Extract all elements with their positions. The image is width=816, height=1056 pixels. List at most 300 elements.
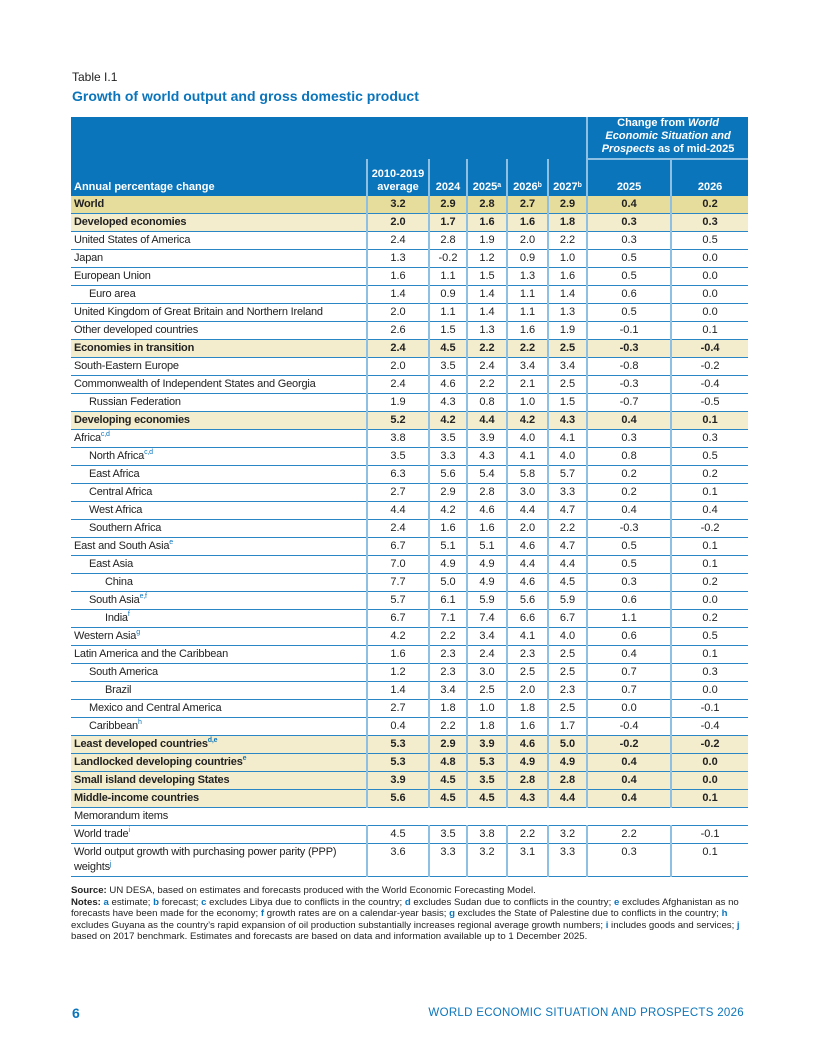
cell-value: 1.7: [429, 214, 467, 232]
note-text: includes goods and services;: [608, 919, 737, 931]
cell-value: -0.3: [587, 340, 671, 358]
cell-value: 2.5: [548, 646, 587, 664]
cell-value: 5.1: [467, 538, 507, 556]
cell-value: 5.0: [429, 574, 467, 592]
row-label: China: [71, 574, 367, 592]
column-header: 2026: [671, 159, 748, 196]
row-label: India$^f$: [71, 610, 367, 628]
cell-value: 4.8: [429, 754, 467, 772]
cell-value: 4.4: [548, 790, 587, 808]
cell-value: 0.1: [671, 538, 748, 556]
cell-value: 2.7: [507, 196, 548, 214]
note-text: growth rates are on a calendar-year basis;: [264, 908, 450, 920]
cell-value: 2.9: [429, 736, 467, 754]
row-label: South America: [71, 664, 367, 682]
cell-value: 4.6: [429, 376, 467, 394]
cell-value: 4.3: [548, 412, 587, 430]
cell-value: 2.9: [429, 484, 467, 502]
cell-value: 3.5: [429, 358, 467, 376]
cell-value: 5.7: [367, 592, 429, 610]
cell-value: 1.8: [467, 718, 507, 736]
cell-value: 2.0: [507, 232, 548, 250]
note-letter: c: [201, 896, 207, 908]
cell-value: 0.4: [587, 790, 671, 808]
cell-value: 1.6: [367, 646, 429, 664]
cell-value: 4.1: [548, 430, 587, 448]
cell-value: 0.1: [671, 646, 748, 664]
note-text: excludes Afghanistan as no forecasts have been made for the economy;: [71, 896, 739, 920]
cell-value: 0.5: [671, 448, 748, 466]
cell-value: 6.6: [507, 610, 548, 628]
cell-value: 4.7: [548, 538, 587, 556]
cell-value: 2.2: [507, 826, 548, 844]
cell-value: 1.7: [548, 718, 587, 736]
row-label: United States of America: [71, 232, 367, 250]
cell-value: 4.0: [548, 628, 587, 646]
cell-value: 2.4: [367, 520, 429, 538]
cell-value: 4.9: [548, 754, 587, 772]
table-row: [71, 250, 748, 268]
page-number: 6: [72, 1005, 80, 1021]
note-text: excludes Sudan due to conflicts in the country;: [410, 896, 614, 908]
row-label: Western Asia$^g$: [71, 628, 367, 646]
cell-value: 0.1: [671, 844, 748, 877]
change-header: Change from World Economic Situation and Prospects as of mid-2025: [587, 117, 748, 159]
header-blank: [71, 117, 587, 159]
row-label: Small island developing States: [71, 772, 367, 790]
cell-value: 2.5: [548, 700, 587, 718]
cell-value: 5.3: [367, 754, 429, 772]
cell-value: 4.6: [507, 736, 548, 754]
cell-value: 1.2: [367, 664, 429, 682]
cell-value: 2.2: [429, 718, 467, 736]
note-letter: j: [736, 919, 740, 931]
cell-value: 1.8: [429, 700, 467, 718]
cell-value: 1.0: [467, 700, 507, 718]
cell-value: 2.2: [548, 520, 587, 538]
cell-value: 2.2: [467, 376, 507, 394]
table-row: [71, 340, 748, 358]
cell-value: 2.2: [467, 340, 507, 358]
cell-value: -0.3: [587, 376, 671, 394]
cell-value: -0.1: [671, 700, 748, 718]
cell-value: 1.3: [507, 268, 548, 286]
cell-value: 0.1: [671, 484, 748, 502]
cell-value: 2.3: [429, 664, 467, 682]
cell-value: 0.2: [587, 466, 671, 484]
cell-value: 4.5: [429, 340, 467, 358]
cell-value: 4.5: [429, 790, 467, 808]
cell-value: 5.7: [548, 466, 587, 484]
table-row: [71, 268, 748, 286]
note-text: estimate;: [108, 896, 154, 908]
cell-value: 6.7: [367, 538, 429, 556]
cell-value: 0.8: [467, 394, 507, 412]
table-row: [71, 556, 748, 574]
cell-value: 4.5: [367, 826, 429, 844]
cell-value: 3.5: [429, 430, 467, 448]
cell-value: 3.3: [429, 844, 467, 877]
table-and-notes: [71, 117, 748, 943]
table-row: [71, 196, 748, 214]
table-row: [71, 538, 748, 556]
cell-value: 2.8: [548, 772, 587, 790]
cell-value: 1.8: [548, 214, 587, 232]
cell-value: 1.6: [507, 718, 548, 736]
table-row: [71, 358, 748, 376]
cell-value: 1.6: [367, 268, 429, 286]
cell-value: 2.4: [367, 376, 429, 394]
cell-value: 3.0: [507, 484, 548, 502]
cell-value: 0.0: [671, 772, 748, 790]
cell-value: 7.4: [467, 610, 507, 628]
cell-value: 0.9: [507, 250, 548, 268]
row-label: Developed economies: [71, 214, 367, 232]
note-letter: a: [103, 896, 109, 908]
cell-value: 5.2: [367, 412, 429, 430]
cell-value: 3.9: [467, 430, 507, 448]
cell-value: -0.5: [671, 394, 748, 412]
column-header: 2027$^b$: [548, 159, 587, 196]
table-row: [71, 574, 748, 592]
note-text: excludes Libya due to conflicts in the country;: [206, 896, 405, 908]
table-row: [71, 322, 748, 340]
table-row: [71, 484, 748, 502]
cell-value: 2.3: [507, 646, 548, 664]
table-row: [71, 700, 748, 718]
cell-value: 5.1: [429, 538, 467, 556]
row-label: South Asia$^{e,f}$: [71, 592, 367, 610]
cell-value: -0.4: [671, 718, 748, 736]
cell-value: 2.2: [429, 628, 467, 646]
cell-value: 4.4: [467, 412, 507, 430]
row-label: Latin America and the Caribbean: [71, 646, 367, 664]
cell-value: 0.9: [429, 286, 467, 304]
cell-value: 2.4: [467, 646, 507, 664]
cell-value: 4.3: [467, 448, 507, 466]
cell-value: 4.9: [429, 556, 467, 574]
cell-value: 6.3: [367, 466, 429, 484]
cell-value: 4.1: [507, 448, 548, 466]
cell-value: 4.2: [429, 412, 467, 430]
column-header: 2026$^b$: [507, 159, 548, 196]
note-letter: h: [721, 908, 728, 920]
cell-value: 2.2: [587, 826, 671, 844]
cell-value: 1.4: [467, 286, 507, 304]
row-label: World output growth with purchasing power parity (PPP) weights$^j$: [71, 844, 367, 877]
cell-value: 0.0: [671, 250, 748, 268]
row-label: Japan: [71, 250, 367, 268]
row-label: East Africa: [71, 466, 367, 484]
cell-value: 0.1: [671, 556, 748, 574]
source-line: Source: UN DESA, based on estimates and forecasts produced with the World Economic Forecasting Model.: [71, 885, 536, 896]
cell-value: 6.7: [548, 610, 587, 628]
cell-value: 3.2: [548, 826, 587, 844]
cell-value: 2.5: [507, 664, 548, 682]
cell-value: 3.9: [367, 772, 429, 790]
cell-value: 3.4: [548, 358, 587, 376]
row-label: Landlocked developing countries$^e$: [71, 754, 367, 772]
cell-value: 1.9: [548, 322, 587, 340]
note-letter: f: [260, 908, 265, 920]
table-row: [71, 736, 748, 754]
cell-value: 5.3: [367, 736, 429, 754]
row-label: North Africa$^{c,d}$: [71, 448, 367, 466]
cell-value: 3.8: [367, 430, 429, 448]
cell-value: -0.4: [671, 340, 748, 358]
row-label: Economies in transition: [71, 340, 367, 358]
cell-value: [429, 808, 467, 826]
cell-value: 2.0: [507, 682, 548, 700]
row-label: East Asia: [71, 556, 367, 574]
cell-value: 2.7: [367, 700, 429, 718]
cell-value: 3.4: [467, 628, 507, 646]
cell-value: 4.2: [507, 412, 548, 430]
cell-value: 0.4: [587, 646, 671, 664]
table-row: [71, 448, 748, 466]
row-label: Southern Africa: [71, 520, 367, 538]
cell-value: 4.2: [429, 502, 467, 520]
cell-value: [507, 808, 548, 826]
cell-value: 4.6: [507, 574, 548, 592]
cell-value: 1.1: [587, 610, 671, 628]
cell-value: 3.0: [467, 664, 507, 682]
cell-value: 3.5: [367, 448, 429, 466]
cell-value: 0.3: [587, 844, 671, 877]
note-letter: i: [605, 919, 609, 931]
table-row: [71, 376, 748, 394]
table-row: [71, 610, 748, 628]
row-label: Brazil: [71, 682, 367, 700]
row-label: Developing economies: [71, 412, 367, 430]
cell-value: -0.4: [587, 718, 671, 736]
cell-value: 1.1: [507, 304, 548, 322]
cell-value: 3.5: [467, 772, 507, 790]
cell-value: 0.0: [671, 592, 748, 610]
cell-value: 4.5: [548, 574, 587, 592]
cell-value: 4.9: [467, 574, 507, 592]
cell-value: 2.7: [367, 484, 429, 502]
cell-value: 2.1: [507, 376, 548, 394]
cell-value: 0.0: [671, 304, 748, 322]
cell-value: 2.0: [367, 358, 429, 376]
cell-value: -0.2: [671, 736, 748, 754]
cell-value: 1.5: [429, 322, 467, 340]
cell-value: 0.0: [671, 268, 748, 286]
note-text: excludes Guyana as the country’s rapid expansion of oil production substantially increases regional average growth numbers;: [71, 919, 606, 931]
cell-value: 0.5: [587, 304, 671, 322]
cell-value: 0.4: [587, 502, 671, 520]
cell-value: 2.2: [507, 340, 548, 358]
cell-value: 4.1: [507, 628, 548, 646]
cell-value: 4.0: [507, 430, 548, 448]
cell-value: 0.2: [587, 484, 671, 502]
row-label: South-Eastern Europe: [71, 358, 367, 376]
cell-value: -0.1: [587, 322, 671, 340]
cell-value: 2.5: [548, 376, 587, 394]
cell-value: -0.7: [587, 394, 671, 412]
row-label: Central Africa: [71, 484, 367, 502]
cell-value: 4.2: [367, 628, 429, 646]
column-header: 2025: [587, 159, 671, 196]
cell-value: 4.0: [548, 448, 587, 466]
row-label: West Africa: [71, 502, 367, 520]
table-row: [71, 790, 748, 808]
cell-value: -0.2: [587, 736, 671, 754]
cell-value: 0.6: [587, 628, 671, 646]
cell-value: 7.1: [429, 610, 467, 628]
cell-value: 3.2: [467, 844, 507, 877]
cell-value: -0.8: [587, 358, 671, 376]
cell-value: 4.4: [367, 502, 429, 520]
column-header: 2024: [429, 159, 467, 196]
cell-value: 4.6: [467, 502, 507, 520]
cell-value: 0.1: [671, 412, 748, 430]
cell-value: 5.8: [507, 466, 548, 484]
cell-value: 7.7: [367, 574, 429, 592]
cell-value: 4.9: [467, 556, 507, 574]
cell-value: 0.5: [671, 232, 748, 250]
cell-value: 0.4: [367, 718, 429, 736]
cell-value: 0.2: [671, 574, 748, 592]
cell-value: -0.3: [587, 520, 671, 538]
cell-value: 3.5: [429, 826, 467, 844]
cell-value: 1.6: [467, 520, 507, 538]
row-label: United Kingdom of Great Britain and Northern Ireland: [71, 304, 367, 322]
cell-value: 1.6: [507, 214, 548, 232]
cell-value: 1.4: [467, 304, 507, 322]
cell-value: 2.4: [467, 358, 507, 376]
table-row: [71, 304, 748, 322]
row-label: Commonwealth of Independent States and Georgia: [71, 376, 367, 394]
table-row: [71, 628, 748, 646]
cell-value: 0.5: [587, 538, 671, 556]
cell-value: 5.0: [548, 736, 587, 754]
row-label: Memorandum items: [71, 808, 367, 826]
row-label: Africa$^{c,d}$: [71, 430, 367, 448]
cell-value: 1.2: [467, 250, 507, 268]
table-row: [71, 754, 748, 772]
cell-value: 0.5: [587, 250, 671, 268]
cell-value: 2.4: [367, 232, 429, 250]
cell-value: 3.8: [467, 826, 507, 844]
row-label: World: [71, 196, 367, 214]
cell-value: 0.1: [671, 790, 748, 808]
cell-value: 4.9: [507, 754, 548, 772]
cell-value: 1.4: [548, 286, 587, 304]
cell-value: 4.4: [507, 556, 548, 574]
cell-value: 2.8: [467, 484, 507, 502]
cell-value: 3.3: [429, 448, 467, 466]
cell-value: 0.2: [671, 466, 748, 484]
note-text: forecast;: [159, 896, 202, 908]
notes: [71, 885, 747, 943]
cell-value: 5.6: [429, 466, 467, 484]
table-row: [71, 844, 748, 877]
table-row: [71, 718, 748, 736]
cell-value: [548, 808, 587, 826]
row-label: Mexico and Central America: [71, 700, 367, 718]
cell-value: 4.5: [467, 790, 507, 808]
cell-value: 1.0: [507, 394, 548, 412]
cell-value: [367, 808, 429, 826]
cell-value: 1.5: [467, 268, 507, 286]
cell-value: 3.1: [507, 844, 548, 877]
cell-value: 0.6: [587, 592, 671, 610]
row-label: Middle-income countries: [71, 790, 367, 808]
table-row: [71, 682, 748, 700]
note-text: excludes the State of Palestine due to conflicts in the country;: [454, 908, 722, 920]
table-row: [71, 646, 748, 664]
cell-value: 0.0: [587, 700, 671, 718]
cell-value: 1.1: [507, 286, 548, 304]
row-label: Caribbean$^h$: [71, 718, 367, 736]
cell-value: 0.3: [587, 214, 671, 232]
cell-value: 0.5: [671, 628, 748, 646]
cell-value: 1.6: [548, 268, 587, 286]
cell-value: 1.6: [429, 520, 467, 538]
cell-value: 2.9: [548, 196, 587, 214]
row-label: World trade$^i$: [71, 826, 367, 844]
cell-value: -0.2: [671, 358, 748, 376]
table-row: [71, 412, 748, 430]
cell-value: 1.6: [507, 322, 548, 340]
cell-value: 5.6: [367, 790, 429, 808]
row-label: Other developed countries: [71, 322, 367, 340]
cell-value: 2.3: [429, 646, 467, 664]
cell-value: 4.7: [548, 502, 587, 520]
cell-value: 0.4: [587, 412, 671, 430]
cell-value: 1.3: [548, 304, 587, 322]
cell-value: 2.8: [467, 196, 507, 214]
cell-value: 3.3: [548, 844, 587, 877]
row-label: Euro area: [71, 286, 367, 304]
column-header: 2025$^a$: [467, 159, 507, 196]
table-row: [71, 430, 748, 448]
cell-value: 2.9: [429, 196, 467, 214]
table-row: [71, 826, 748, 844]
note-letter: g: [449, 908, 455, 920]
notes-line: Notes: a estimate; b forecast; c excludes Libya due to conflicts in the country; d excludes Sudan due to conflicts in the country; e excludes Afghanistan as no forecasts have been made for the economy; f growth rates are on a calendar-year basis; g excludes the State of Palestine due to conflicts in the country; h excludes Guyana as the country’s rapid expansion of oil production substantially increases regional average growth numbers; i includes goods and services; j based on 2017 benchmark. Estimates and forecasts are based on data and information available up to 1 December 2025.: [71, 896, 740, 943]
cell-value: [587, 808, 671, 826]
cell-value: 0.6: [587, 286, 671, 304]
cell-value: 2.0: [367, 304, 429, 322]
cell-value: 2.5: [548, 664, 587, 682]
cell-value: 4.3: [429, 394, 467, 412]
cell-value: 6.1: [429, 592, 467, 610]
row-label: Russian Federation: [71, 394, 367, 412]
cell-value: 4.3: [507, 790, 548, 808]
cell-value: 4.4: [548, 556, 587, 574]
table-row: [71, 232, 748, 250]
column-header: 2010-2019 average: [367, 159, 429, 196]
cell-value: -0.1: [671, 826, 748, 844]
cell-value: 0.0: [671, 682, 748, 700]
cell-value: 1.5: [548, 394, 587, 412]
cell-value: 0.3: [587, 574, 671, 592]
cell-value: 0.4: [671, 502, 748, 520]
table-title: Growth of world output and gross domestic product: [72, 88, 419, 104]
row-label: Least developed countries$^{d,e}$: [71, 736, 367, 754]
cell-value: 2.3: [548, 682, 587, 700]
footer-title: WORLD ECONOMIC SITUATION AND PROSPECTS 2026: [428, 1007, 744, 1019]
cell-value: 0.0: [671, 754, 748, 772]
table-row: [71, 808, 748, 826]
cell-value: 5.6: [507, 592, 548, 610]
note-letter: b: [153, 896, 160, 908]
cell-value: 4.4: [507, 502, 548, 520]
cell-value: 2.8: [429, 232, 467, 250]
